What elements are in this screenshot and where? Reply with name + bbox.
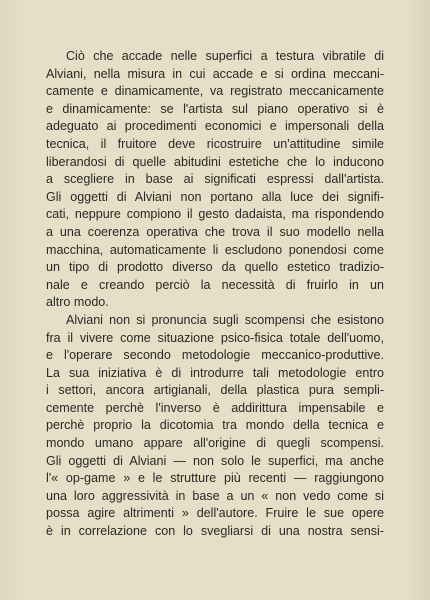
text-line: cemente perchè l'inverso è addirittura impensabile e xyxy=(46,400,384,415)
text-line: un tipo di prodotto diverso da quello estetico tradizio- xyxy=(46,260,384,275)
text-line: i settori, ancora artigianali, della plastica pura sempli- xyxy=(46,383,384,398)
body-text xyxy=(46,48,384,541)
text-line: Gli oggetti di Alviani — non solo le superfici, ma anche xyxy=(46,453,384,468)
text-line: macchina, automaticamente li escludono ponendosi come xyxy=(46,242,384,257)
text-line: mondo umano appare all'origine di quegli scompensi. xyxy=(46,436,384,451)
text-line: Gli oggetti di Alviani non portano alla luce dei signifi- xyxy=(46,189,384,204)
text-line: La sua iniziativa è di introdurre tali metodologie entro xyxy=(46,365,384,380)
text-line: tecnica, il fruitore deve ricostruire un'attitudine simile xyxy=(46,136,384,151)
text-line: cati, neppure compiono il gesto dadaista, ma rispondendo xyxy=(46,207,384,222)
text-line: una loro aggressività in base a un « non vedo come si xyxy=(46,488,384,503)
paragraphs-container xyxy=(46,48,384,541)
text-line: adeguato ai procedimenti economici e impersonali della xyxy=(46,119,384,134)
text-line: possa agire altrimenti » dell'autore. Fruire le sue opere xyxy=(46,506,384,521)
text-line: altro modo. xyxy=(46,295,109,310)
text-line: liberandosi di quelle abitudini estetiche che lo inducono xyxy=(46,154,384,169)
text-line: e l'operare secondo metodologie meccanico-produttive. xyxy=(46,348,384,363)
text-line: nale e creando perciò la necessità di fruirlo in un xyxy=(46,277,384,292)
text-line: l'« op-game » e le strutture più recenti — raggiungono xyxy=(46,471,384,486)
text-line: a una coerenza operativa che trova il suo modello nella xyxy=(46,224,384,239)
text-line: fra il vivere come situazione psico-fisica totale dell'uomo, xyxy=(46,330,384,345)
text-line: Alviani non si pronuncia sugli scompensi che esistono xyxy=(66,312,384,327)
paragraph xyxy=(46,312,384,541)
paragraph xyxy=(46,48,384,312)
text-line: è in correlazione con lo svegliarsi di una nostra sensi- xyxy=(46,524,384,539)
text-line: Ciò che accade nelle superfici a testura vibratile di xyxy=(66,49,384,63)
text-line: Alviani, nella misura in cui accade e si ordina meccani- xyxy=(46,66,384,81)
text-line: camente e dinamicamente, va registrato meccanicamente xyxy=(46,84,384,99)
text-line: a scegliere in base ai significati espressi dall'artista. xyxy=(46,172,384,187)
text-line: perchè proprio la dicotomia tra mondo della tecnica e xyxy=(46,418,384,433)
text-line: e dinamicamente: se l'artista sul piano operativo si è xyxy=(46,101,384,116)
